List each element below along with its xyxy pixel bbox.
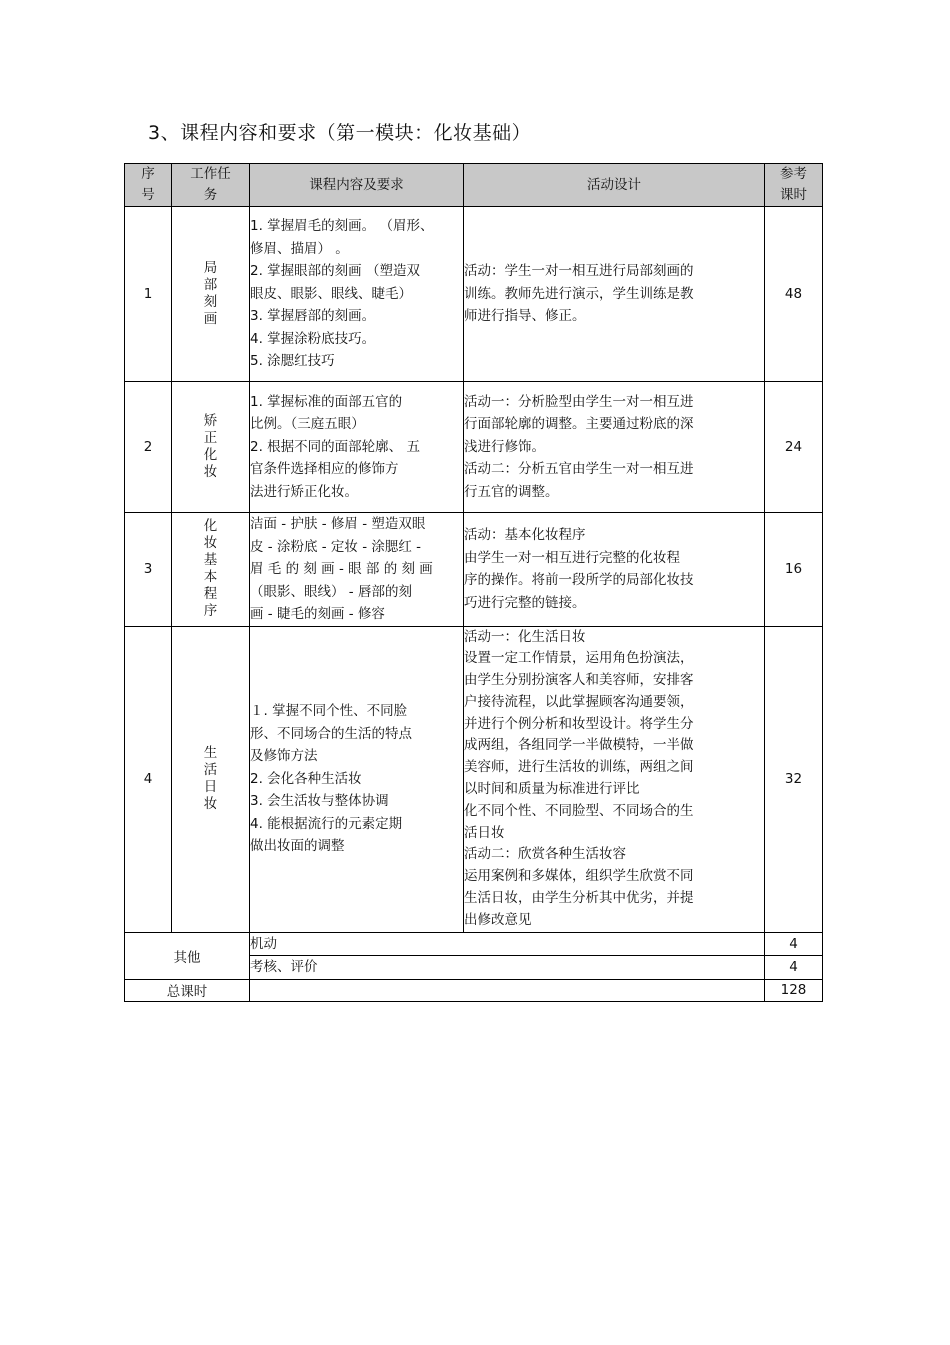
section-title: 3、课程内容和要求（第一模块：化妆基础） — [148, 122, 532, 144]
header-row — [125, 164, 823, 207]
row-no: 3 — [125, 513, 172, 627]
other-item-hours: 4 — [765, 956, 823, 980]
other-item-name: 机动 — [250, 932, 765, 956]
row-activity: 活动：学生一对一相互进行局部刻画的 训练。教师先进行演示，学生训练是教 师进行指导、修正。 — [464, 207, 765, 382]
row-task: 局 部 刻 画 — [172, 207, 250, 382]
row-content: １. 掌握不同个性、不同脸 形、不同场合的生活的特点 及修饰方法 2. 会化各种生活妆 3. 会生活妆与整体协调 4. 能根据流行的元素定期 做出妆面的调整 — [250, 626, 464, 932]
total-hours: 128 — [765, 979, 823, 1001]
other-label: 其他 — [125, 932, 250, 979]
row-no: 2 — [125, 382, 172, 513]
header-no: 序 号 — [125, 164, 172, 207]
header-hours: 参考 课时 — [765, 164, 823, 207]
row-task: 化 妆 基 本 程 序 — [172, 513, 250, 627]
row-hours: 16 — [765, 513, 823, 627]
row-content: 1. 掌握眉毛的刻画。 （眉形、 修眉、描眉） 。 2. 掌握眼部的刻画 （塑造双 眼皮、眼影、眼线、睫毛） 3. 掌握唇部的刻画。 4. 掌握涂粉底技巧。 5. 涂腮红技巧 — [250, 207, 464, 382]
total-empty-cell — [250, 979, 765, 1001]
header-activity: 活动设计 — [464, 164, 765, 207]
table-row — [125, 382, 823, 513]
table-row — [125, 207, 823, 382]
row-activity: 活动一：化生活日妆 设置一定工作情景，运用角色扮演法， 由学生分别扮演客人和美容师，安排客 户接待流程，以此掌握顾客沟通要领， 并进行个例分析和妆型设计。将学生分 成两组，各组同学一半做模特，一半做 美容师，进行生活妆的训练，两组之间 以时间和质量为标准进行评比 化不同个性、不同脸型、不同场合的生 活日妆 活动二：欣赏各种生活妆容 运用案例和多媒体，组织学生欣赏不同 生活日妆，由学生分析其中优劣，并提 出修改意见 — [464, 626, 765, 932]
other-row — [125, 932, 823, 956]
other-item-name: 考核、评价 — [250, 956, 765, 980]
total-row — [125, 979, 823, 1001]
other-item-hours: 4 — [765, 932, 823, 956]
header-task: 工作任 务 — [172, 164, 250, 207]
total-label: 总课时 — [125, 979, 250, 1001]
table-row — [125, 626, 823, 932]
row-hours: 32 — [765, 626, 823, 932]
header-content: 课程内容及要求 — [250, 164, 464, 207]
table-row — [125, 513, 823, 627]
row-content: 1. 掌握标准的面部五官的 比例。（三庭五眼） 2. 根据不同的面部轮廓、 五 官条件选择相应的修饰方 法进行矫正化妆。 — [250, 382, 464, 513]
row-activity: 活动：基本化妆程序 由学生一对一相互进行完整的化妆程 序的操作。将前一段所学的局部化妆技 巧进行完整的链接。 — [464, 513, 765, 627]
course-table — [124, 163, 823, 1002]
row-content: 洁面 - 护肤 - 修眉 - 塑造双眼 皮 - 涂粉底 - 定妆 - 涂腮红 - 眉 毛 的 刻 画 - 眼 部 的 刻 画 （眼影、眼线） - 唇部的刻 画 - 睫毛的刻画 - 修容 — [250, 513, 464, 627]
row-hours: 24 — [765, 382, 823, 513]
row-task: 生 活 日 妆 — [172, 626, 250, 932]
row-activity: 活动一：分析脸型由学生一对一相互进 行面部轮廓的调整。主要通过粉底的深 浅进行修饰。 活动二：分析五官由学生一对一相互进 行五官的调整。 — [464, 382, 765, 513]
row-no: 1 — [125, 207, 172, 382]
row-no: 4 — [125, 626, 172, 932]
row-task: 矫 正 化 妆 — [172, 382, 250, 513]
row-hours: 48 — [765, 207, 823, 382]
